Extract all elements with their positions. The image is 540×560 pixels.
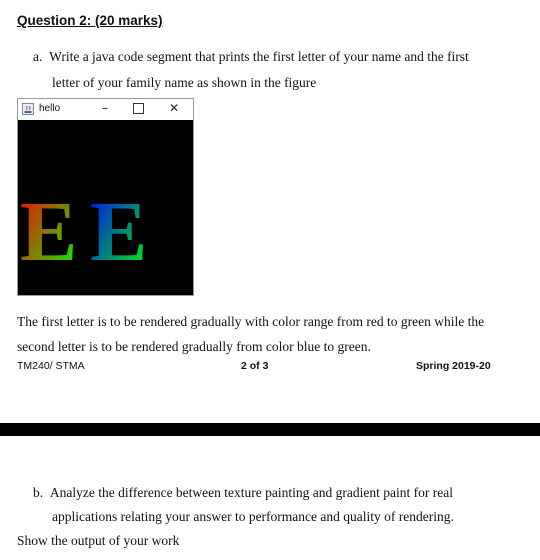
footer-page-number: 2 of 3 [241,360,269,372]
rendered-letters-canvas [18,120,193,295]
part-a-marker: a. [33,49,43,64]
part-b-line-2: applications relating your answer to performance and quality of rendering. [52,509,454,524]
part-b-marker: b. [33,485,44,500]
letter-family-name-initial: E [90,183,148,279]
close-button[interactable]: ✕ [169,101,180,115]
footer-course-code: TM240/ STMA [17,360,85,372]
part-a-text-1: Write a java code segment that prints the first letter of your name and the first [49,49,469,64]
part-b-text-1: Analyze the difference between texture painting and gradient paint for real [49,485,453,500]
show-output-instruction: Show the output of your work [17,533,180,548]
minimize-button[interactable]: – [102,101,108,115]
window-titlebar [18,99,193,120]
description-line-1: The first letter is to be rendered gradually with color range from red to green while the [17,314,485,329]
description-line-2: second letter is to be rendered gradually from color blue to green. [17,339,371,354]
java-window-screenshot [17,98,194,296]
page-separator-bar [0,423,540,436]
java-app-icon [22,103,34,115]
window-title: hello [39,103,61,114]
part-a-line-2: letter of your family name as shown in the figure [52,75,317,90]
letter-first-name-initial: E [20,183,78,279]
footer-semester: Spring 2019-20 [416,360,491,372]
part-b-line-1 [33,484,453,502]
part-a-line-1 [33,48,469,66]
maximize-button[interactable] [133,103,144,114]
question-title: Question 2: (20 marks) [17,13,163,28]
